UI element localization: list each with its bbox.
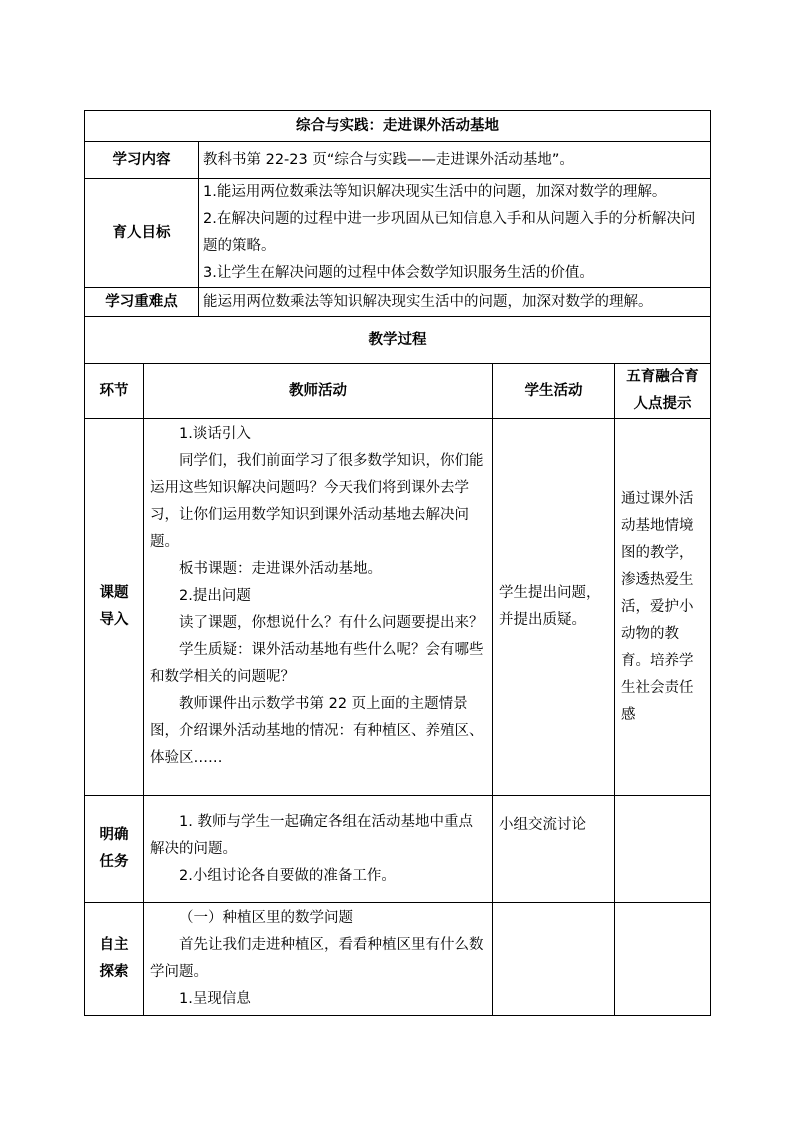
teacher-paragraph: 1.呈现信息 — [179, 991, 251, 1007]
teacher-paragraph: 1.谈话引入 — [179, 426, 251, 442]
teacher-paragraph: 学生质疑：课外活动基地有些什么呢？会有哪些和数学相关的问题呢？ — [150, 642, 484, 685]
teacher-activity — [144, 796, 493, 903]
process-header-row — [85, 364, 711, 419]
teacher-paragraph: 首先让我们走进种植区，看看种植区里有什么数学问题。 — [150, 937, 484, 980]
teacher-paragraph: 2.提出问题 — [179, 588, 251, 604]
learning-content-row — [85, 142, 711, 179]
teacher-paragraph: 2.小组讨论各自要做的准备工作。 — [179, 867, 396, 884]
teacher-activity — [144, 419, 493, 796]
header-wuyu-line1: 五育融合育 — [626, 369, 699, 385]
learning-content-text: 教科书第 22-23 页“综合与实践——走进课外活动基地”。 — [199, 142, 711, 179]
header-wuyu — [615, 364, 711, 419]
student-activity-text: 学生提出问题，并提出质疑。 — [499, 585, 601, 628]
stage-name-line1: 自主 — [99, 937, 129, 953]
header-student: 学生活动 — [493, 364, 615, 419]
teacher-paragraph: 读了课题，你想说什么？有什么问题要提出来？ — [179, 615, 484, 631]
student-activity-text: 小组交流讨论 — [499, 817, 586, 833]
teacher-paragraph: 板书课题：走进课外活动基地。 — [179, 561, 382, 577]
lesson-title: 综合与实践：走进课外活动基地 — [85, 111, 711, 142]
stage-row-task — [85, 796, 711, 903]
key-points-label: 学习重难点 — [85, 288, 199, 317]
wuyu-tip-text: 通过课外活动基地情境图的教学，渗透热爱生活，爱护小动物的教育。培养学生社会责任感 — [621, 490, 694, 723]
stage-row-explore — [85, 903, 711, 1016]
stage-name-line2: 任务 — [99, 854, 129, 870]
student-activity — [493, 903, 615, 1016]
header-wuyu-line2: 人点提示 — [633, 396, 692, 412]
learning-content-label: 学习内容 — [85, 142, 199, 179]
stage-name-line2: 探索 — [99, 964, 129, 980]
stage-name-line2: 导入 — [99, 612, 129, 628]
goal-item: 2.在解决问题的过程中进一步巩固从已知信息入手和从问题入手的分析解决问题的策略。 — [203, 211, 696, 254]
teacher-paragraph: 教师课件出示数学书第 22 页上面的主题情景图，介绍课外活动基地的情况：有种植区、养殖区、体验区…… — [150, 696, 484, 766]
goal-item: 1.能运用两位数乘法等知识解决现实生活中的问题，加深对数学的理解。 — [203, 184, 667, 200]
stage-name-line1: 课题 — [99, 585, 129, 601]
wuyu-tip — [615, 796, 711, 903]
goals-list — [199, 179, 711, 288]
wuyu-tip — [615, 419, 711, 796]
teacher-paragraph: （一）种植区里的数学问题 — [179, 910, 353, 926]
student-activity — [493, 796, 615, 903]
process-title: 教学过程 — [85, 317, 711, 364]
stage-cell — [85, 796, 144, 903]
goal-item: 3.让学生在解决问题的过程中体会数学知识服务生活的价值。 — [203, 265, 594, 281]
title-row — [85, 111, 711, 142]
goals-label: 育人目标 — [85, 179, 199, 288]
lesson-plan-table — [84, 110, 711, 1016]
wuyu-tip — [615, 903, 711, 1016]
process-title-row — [85, 317, 711, 364]
goals-row — [85, 179, 711, 288]
teacher-paragraph: 同学们，我们前面学习了很多数学知识，你们能运用这些知识解决问题吗？今天我们将到课外去学习，让你们运用数学知识到课外活动基地去解决问题。 — [150, 453, 484, 550]
stage-cell — [85, 903, 144, 1016]
lesson-plan — [84, 110, 710, 1016]
stage-cell — [85, 419, 144, 796]
key-points-row — [85, 288, 711, 317]
stage-name-line1: 明确 — [99, 827, 129, 843]
student-activity — [493, 419, 615, 796]
stage-row-intro — [85, 419, 711, 796]
teacher-activity — [144, 903, 493, 1016]
teacher-paragraph: 1. 教师与学生一起确定各组在活动基地中重点解决的问题。 — [150, 813, 473, 857]
key-points-text: 能运用两位数乘法等知识解决现实生活中的问题，加深对数学的理解。 — [199, 288, 711, 317]
header-stage: 环节 — [85, 364, 144, 419]
header-teacher: 教师活动 — [144, 364, 493, 419]
